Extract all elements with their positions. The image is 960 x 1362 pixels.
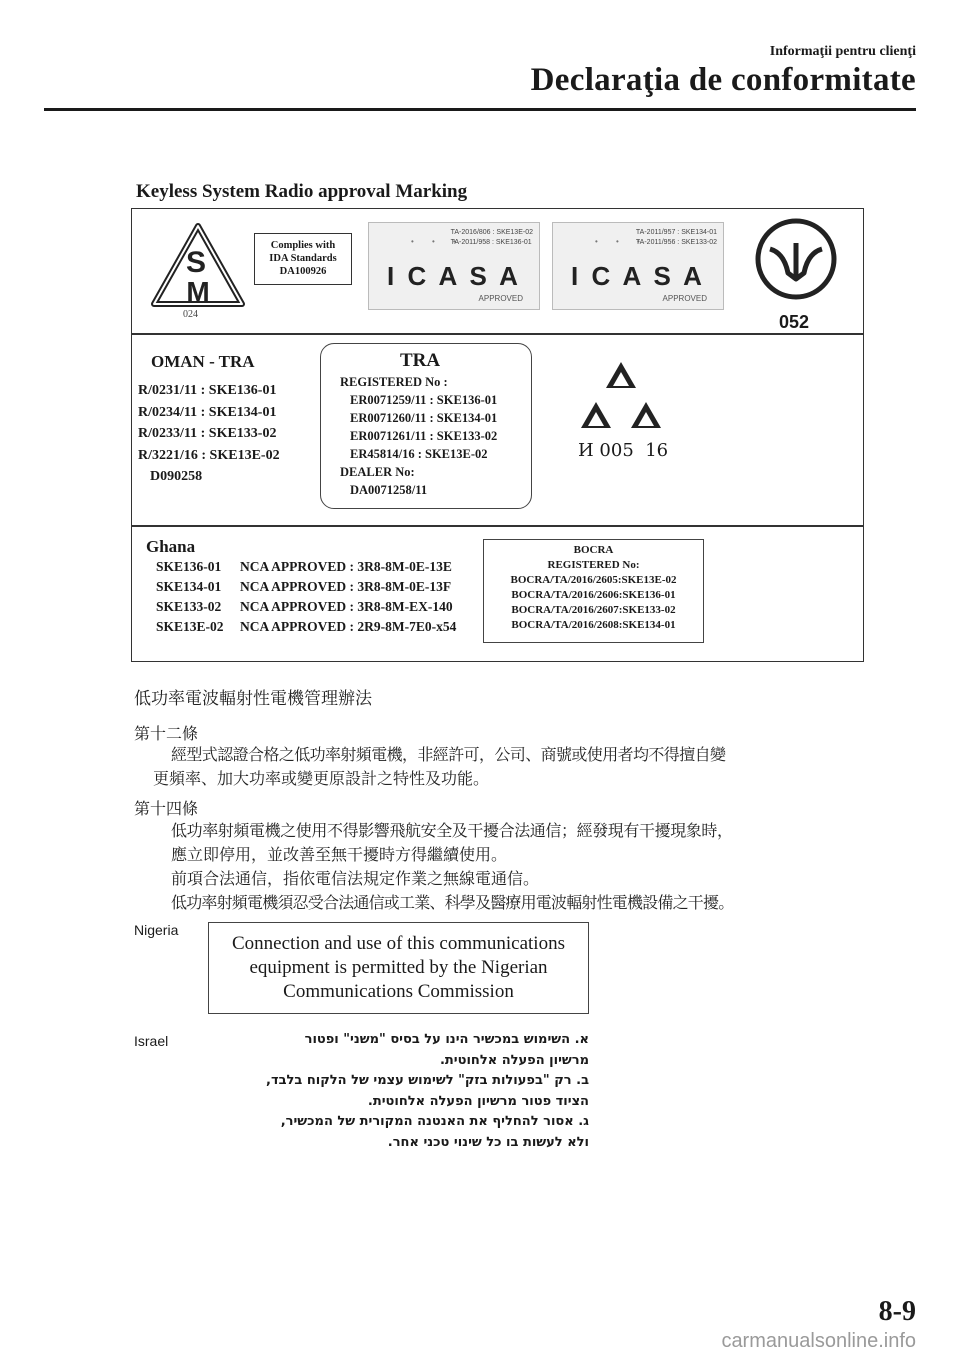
tra-registered-line: ER45814/16 : SKE13E-02 — [350, 447, 488, 461]
ida-line-3: DA100926 — [279, 266, 327, 277]
triangle-certification-logo — [576, 358, 666, 436]
tra-registered-line: ER0071259/11 : SKE136-01 — [350, 393, 498, 407]
rcm-logo — [150, 222, 246, 312]
icasa2-line-1: TA-2011/957 : SKE134-01 — [635, 229, 717, 236]
bocra-box — [483, 539, 704, 643]
section-subtitle: Informaţii pentru clienţi — [769, 44, 916, 59]
ida-line-1: Complies with — [270, 240, 336, 251]
nigeria-box — [208, 922, 589, 1014]
article-14-line: 低功率射頻電機之使用不得影響飛航安全及干擾合法通信；經發現有干擾現象時， — [171, 821, 733, 840]
keyless-title: Keyless System Radio approval Marking — [136, 181, 468, 202]
bocra-title: BOCRA — [573, 544, 614, 556]
article-14-line: 應立即停用，並改善至無干擾時方得繼續使用。 — [171, 845, 508, 864]
frame-divider-1 — [131, 333, 864, 335]
tra-registered-line: ER0071260/11 : SKE134-01 — [350, 411, 498, 425]
table-row — [156, 597, 456, 617]
svg-text:S: S — [185, 246, 207, 279]
israel-line: הציוד פטור מרשיון הפעלה אלחוטית. — [367, 1093, 589, 1109]
article-12-line: 更頻率、加大功率或變更原設計之特性及功能。 — [153, 769, 490, 788]
bocra-line: BOCRA/TA/2016/2606:SKE136-01 — [511, 589, 676, 601]
oman-list — [138, 380, 280, 488]
israel-line: ג. אסור להחליף את האנטנה המקורית של המכשיר, — [280, 1114, 589, 1129]
bocra-label: REGISTERED No: — [547, 559, 640, 571]
ghana-title: Ghana — [146, 537, 196, 556]
bocra-line: BOCRA/TA/2016/2605:SKE13E-02 — [510, 574, 677, 586]
page-number: 8-9 — [878, 1296, 916, 1327]
tra-title: TRA — [400, 350, 441, 371]
israel-line: ב. רק "בפעולות בזק" לשימוש עצמי של הלקוח בלבד, — [266, 1073, 589, 1088]
ghana-model: SKE134-01 — [156, 579, 222, 594]
ida-line-2: IDA Standards — [269, 253, 337, 264]
ghana-model: SKE133-02 — [156, 599, 222, 614]
ghana-model: SKE13E-02 — [156, 619, 224, 634]
israel-line: ולא לעשות בו כל שינוי טכני אחר. — [387, 1134, 589, 1150]
ukraine-number: 052 — [779, 312, 810, 332]
article-12-line: 經型式認證合格之低功率射頻電機，非經許可，公司、商號或使用者均不得擅自變 — [171, 745, 726, 764]
icasa-dots-icon: • • • — [411, 237, 464, 246]
certification-code: И 005 16 — [578, 440, 669, 461]
page-title: Declaraţia de conformitate — [530, 62, 916, 98]
icasa-label-1 — [368, 222, 540, 310]
nigeria-line: Connection and use of this communications — [232, 933, 565, 954]
tra-dealer-number: DA0071258/11 — [350, 483, 428, 497]
article-12-title: 第十二條 — [134, 724, 199, 743]
bocra-line: BOCRA/TA/2016/2608:SKE134-01 — [511, 619, 676, 631]
icasa-logo: I C A S A — [387, 261, 521, 291]
icasa2-line-2: TA-2011/956 : SKE133-02 — [635, 239, 717, 246]
svg-text:M: M — [186, 276, 210, 307]
oman-line: D090258 — [150, 469, 203, 484]
icasa1-line-1: TA-2016/806 : SKE13E-02 — [450, 229, 533, 236]
israel-label: Israel — [134, 1033, 169, 1049]
rcm-number: 024 — [183, 309, 198, 320]
israel-line: א. השימוש במכשיר הינו על בסיס "משני" ופטור — [304, 1032, 589, 1047]
icasa-approved: APPROVED — [478, 294, 523, 303]
icasa-logo: I C A S A — [571, 261, 705, 291]
tra-content — [340, 373, 497, 499]
tra-dealer-label: DEALER No: — [340, 465, 415, 479]
frame-divider-2 — [131, 525, 864, 527]
icasa-approved: APPROVED — [662, 294, 707, 303]
watermark: carmanualsonline.info — [721, 1330, 916, 1352]
ida-standards-box — [254, 233, 352, 285]
ghana-approval: NCA APPROVED : 2R9-8M-7E0-x54 — [240, 619, 457, 634]
bocra-line: BOCRA/TA/2016/2607:SKE133-02 — [511, 604, 676, 616]
ghana-approval: NCA APPROVED : 3R8-8M-0E-13F — [240, 579, 452, 594]
header-divider — [44, 108, 916, 111]
tra-registered-label: REGISTERED No : — [340, 375, 448, 389]
oman-line: R/0233/11 : SKE133-02 — [138, 426, 277, 441]
israel-text — [200, 1030, 589, 1153]
ukraine-conformity-mark-icon — [752, 215, 840, 303]
nigeria-label: Nigeria — [134, 922, 179, 938]
table-row — [156, 577, 456, 597]
oman-title: OMAN - TRA — [151, 352, 255, 371]
taiwan-title: 低功率電波輻射性電機管理辦法 — [134, 689, 372, 709]
ghana-table — [156, 557, 456, 637]
ghana-model: SKE136-01 — [156, 559, 222, 574]
tra-registered-line: ER0071261/11 : SKE133-02 — [350, 429, 498, 443]
nigeria-line: equipment is permitted by the Nigerian — [249, 957, 548, 978]
oman-line: R/0231/11 : SKE136-01 — [138, 383, 277, 398]
icasa-label-2 — [552, 222, 724, 310]
table-row — [156, 617, 456, 637]
article-14-line: 前項合法通信，指依電信法規定作業之無線電通信。 — [171, 869, 540, 888]
icasa-dots-icon: • • • — [595, 237, 648, 246]
icasa1-line-2: TA-2011/958 : SKE136-01 — [450, 239, 532, 246]
nigeria-line: Communications Commission — [283, 981, 514, 1002]
israel-line: מרשיון הפעלה אלחוטית. — [439, 1052, 589, 1068]
oman-line: R/3221/16 : SKE13E-02 — [138, 447, 280, 463]
article-14-title: 第十四條 — [134, 799, 199, 818]
oman-line: R/0234/11 : SKE134-01 — [138, 404, 277, 420]
ghana-approval: NCA APPROVED : 3R8-8M-0E-13E — [240, 559, 452, 574]
article-14-line: 低功率射頻電機須忍受合法通信或工業、科學及醫療用電波輻射性電機設備之干擾。 — [171, 893, 734, 912]
ghana-approval: NCA APPROVED : 3R8-8M-EX-140 — [240, 599, 453, 614]
table-row — [156, 557, 456, 577]
